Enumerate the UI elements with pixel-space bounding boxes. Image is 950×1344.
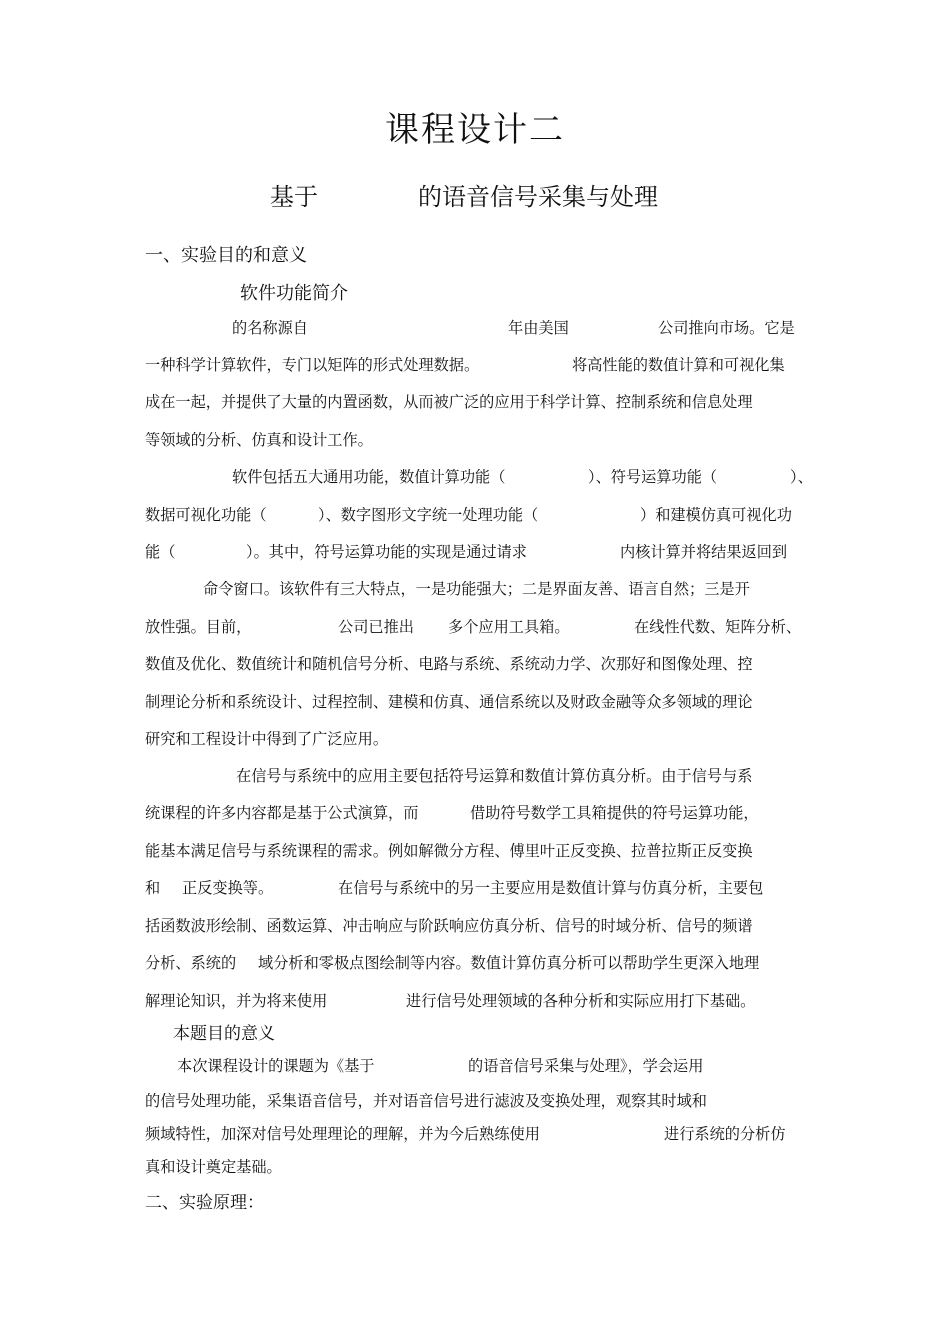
text-segment: 能（ [145, 543, 176, 561]
text-segment: 频域特性，加深对信号处理理论的理解，并为今后熟练使用 [145, 1125, 540, 1143]
text-segment: 正反变换等。 [182, 879, 274, 897]
text-line: 的信号处理功能，采集语音信号，并对语音信号进行滤波及变换处理，观察其时域和 [145, 1092, 707, 1110]
text-line: 括函数波形绘制、函数运算、冲击响应与阶跃响应仿真分析、信号的时域分析、信号的频谱 [145, 917, 753, 935]
text-line: 在信号与系统中的应用主要包括符号运算和数值计算仿真分析。由于信号与系 [236, 767, 753, 785]
text-segment: 进行系统的分析仿 [664, 1125, 786, 1143]
text-segment: ）和建模仿真可视化功 [640, 506, 792, 524]
text-segment: ）。其中，符号运算功能的实现是通过请求 [246, 543, 527, 561]
text-segment: 的语音信号采集与处理》，学会运用 [468, 1057, 704, 1075]
text-segment: 统课程的许多内容都是基于公式演算，而 [145, 804, 419, 822]
text-segment: 公司推向市场。它是 [658, 319, 795, 337]
text-line: 能基本满足信号与系统课程的需求。例如解微分方程、傅里叶正反变换、拉普拉斯正反变换 [145, 842, 753, 860]
text-segment: 域分析和零极点图绘制等内容。数值计算仿真分析可以帮助学生更深入地理 [258, 954, 760, 972]
text-line: 等领域的分析、仿真和设计工作。 [145, 431, 373, 449]
document-title: 课程设计二 [385, 110, 565, 150]
text-line: 研究和工程设计中得到了广泛应用。 [145, 730, 388, 748]
text-segment: 软件包括五大通用功能，数值计算功能（ [232, 468, 506, 486]
text-segment: 公司已推出 [338, 618, 414, 636]
text-segment: 将高性能的数值计算和可视化集 [572, 356, 785, 374]
text-segment: ）、符号运算功能（ [588, 468, 718, 486]
text-segment: 和 [145, 879, 161, 897]
text-segment: 在信号与系统中的另一主要应用是数值计算与仿真分析，主要包 [338, 879, 764, 897]
text-segment: 分析、系统的 [145, 954, 237, 972]
text-line: 制理论分析和系统设计、过程控制、建模和仿真、通信系统以及财政金融等众多领域的理论 [145, 693, 753, 711]
text-segment: ）、 [790, 468, 813, 486]
text-segment: ）、数字图形文字统一处理功能（ [318, 506, 539, 524]
subsection-software-intro: 软件功能简介 [240, 283, 348, 304]
text-segment: 借助符号数学工具箱提供的符号运算功能， [470, 804, 759, 822]
text-segment: 的名称源自 [232, 319, 308, 337]
text-line: 真和设计奠定基础。 [145, 1158, 282, 1176]
text-segment: 解理论知识，并为将来使用 [145, 992, 328, 1010]
text-segment: 本次课程设计的课题为《基于 [177, 1057, 375, 1075]
text-segment: 内核计算并将结果返回到 [620, 543, 788, 561]
text-line: 成在一起，并提供了大量的内置函数，从而被广泛的应用于科学计算、控制系统和信息处理 [145, 393, 753, 411]
text-segment: 年由美国 [508, 319, 569, 337]
section-1-heading: 一、实验目的和意义 [145, 245, 307, 266]
subtitle-part-2: 的语音信号采集与处理 [418, 183, 658, 211]
subtitle-part-1: 基于 [270, 183, 318, 211]
subsection-topic-significance: 本题目的意义 [173, 1024, 275, 1044]
text-segment: 进行信号处理领域的各种分析和实际应用打下基础。 [406, 992, 756, 1010]
text-segment: 一种科学计算软件，专门以矩阵的形式处理数据。 [145, 356, 480, 374]
text-segment: 数据可视化功能（ [145, 506, 267, 524]
section-2-heading: 二、实验原理： [145, 1193, 264, 1213]
text-segment: 放性强。目前， [145, 618, 252, 636]
text-segment: 在线性代数、矩阵分析、 [634, 618, 802, 636]
text-line: 数值及优化、数值统计和随机信号分析、电路与系统、系统动力学、次那好和图像处理、控 [145, 655, 753, 673]
text-line: 命令窗口。该软件有三大特点，一是功能强大；二是界面友善、语言自然；三是开 [203, 580, 750, 598]
text-segment: 多个应用工具箱。 [448, 618, 570, 636]
